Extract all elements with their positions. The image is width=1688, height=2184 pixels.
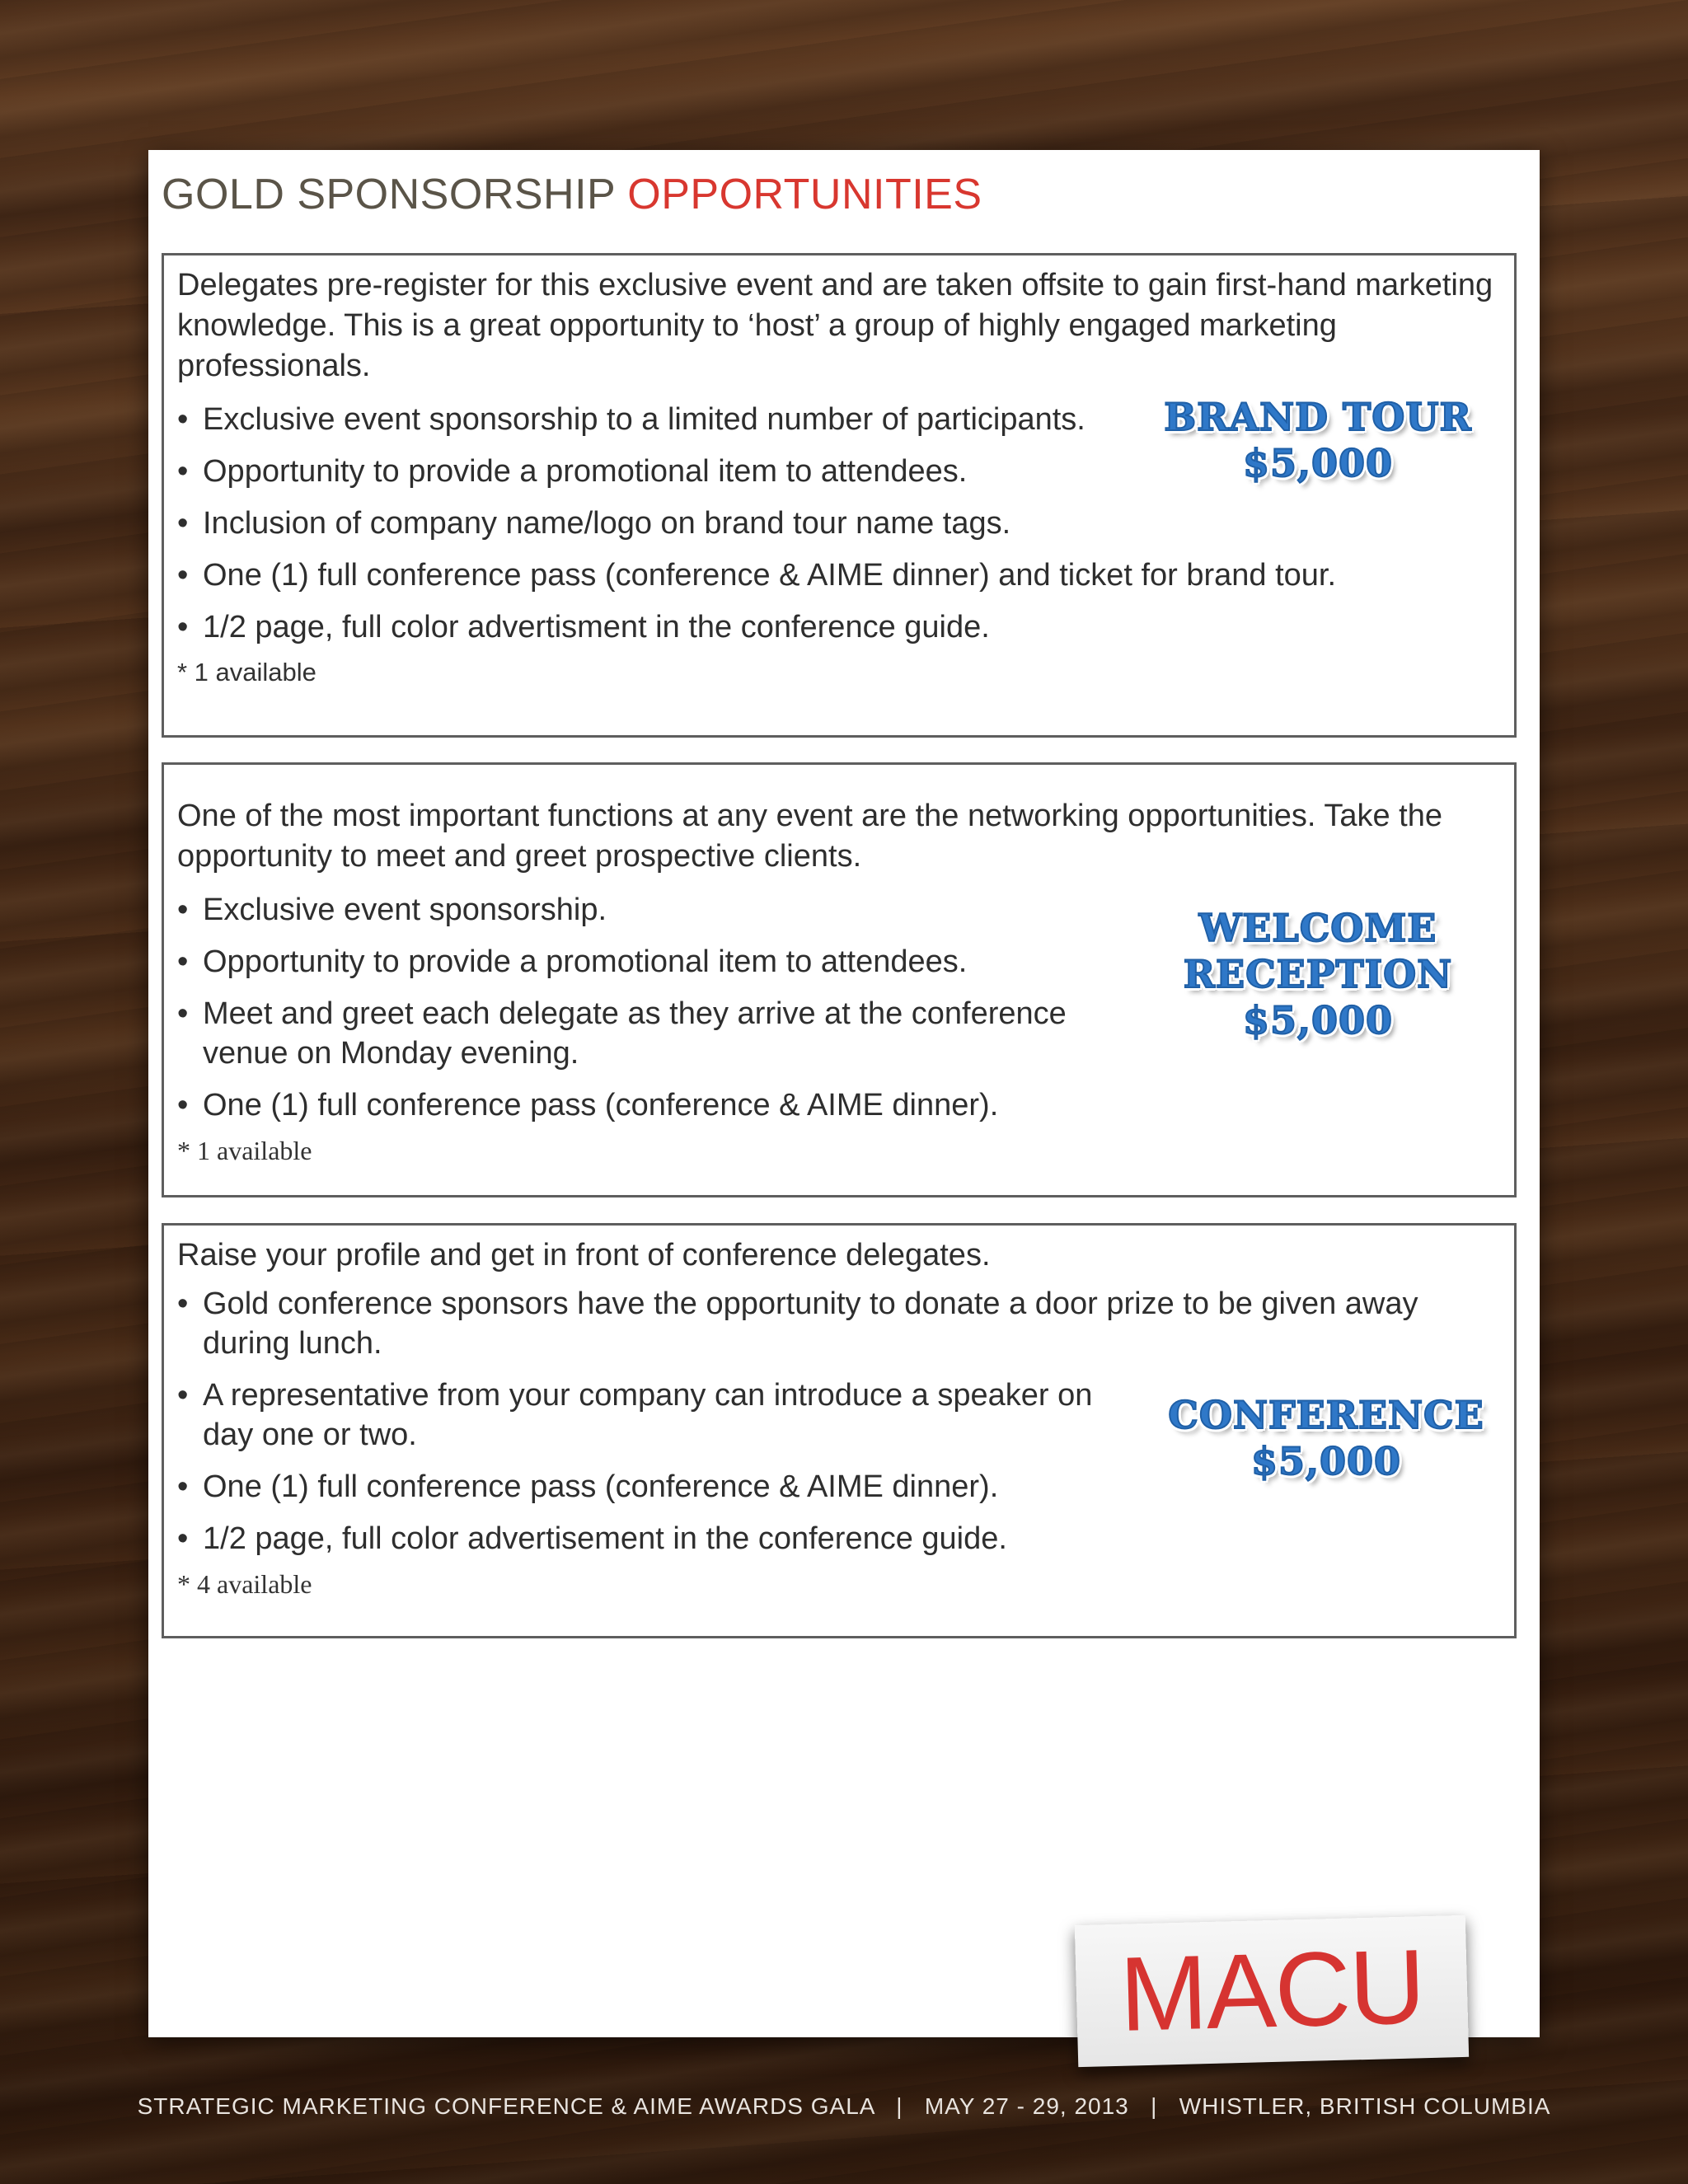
macu-logo <box>1075 1915 1469 2067</box>
sponsorship-page <box>148 150 1540 2037</box>
macu-logo-text: MACU <box>1118 1928 1426 2054</box>
list-item: • 1/2 page, full color advertisment in the conference guide. <box>177 610 990 644</box>
brand-tour-availability: * 1 available <box>177 658 316 687</box>
conference-description: Raise your profile and get in front of conference delegates. <box>177 1238 991 1272</box>
list-item: • Meet and greet each delegate as they arrive at the conference venue on Monday evening. <box>177 996 1067 1071</box>
welcome-reception-description: One of the most important functions at any event are the networking opportunities. Take the opportunity to meet and greet prospective clients. <box>177 799 1442 874</box>
list-item: • One (1) full conference pass (conference & AIME dinner) and ticket for brand tour. <box>177 558 1337 593</box>
badge-price: $5,000 <box>1250 1439 1402 1483</box>
list-item: • Exclusive event sponsorship to a limited number of participants. <box>177 402 1085 437</box>
page-title <box>162 170 982 219</box>
list-item: • Exclusive event sponsorship. <box>177 893 607 927</box>
welcome-reception-box <box>162 762 1517 1197</box>
footer-event-info: STRATEGIC MARKETING CONFERENCE & AIME AWARDS GALA | MAY 27 - 29, 2013 | WHISTLER, BRITISH COLUMBIA <box>137 2093 1551 2119</box>
badge-label: BRAND TOUR <box>1164 395 1472 439</box>
welcome-reception-price-badge <box>1153 905 1483 1043</box>
conference-price-badge <box>1161 1392 1491 1484</box>
badge-price: $5,000 <box>1242 998 1394 1043</box>
conference-availability: * 4 available <box>177 1569 312 1599</box>
list-item: • Gold conference sponsors have the opportunity to donate a door prize to be given away during lunch. <box>177 1286 1418 1361</box>
conference-box <box>162 1223 1517 1638</box>
list-item: • One (1) full conference pass (conference & AIME dinner). <box>177 1469 999 1504</box>
badge-label: WELCOME <box>1198 906 1437 950</box>
title-part-opportunities: OPPORTUNITIES <box>627 171 982 218</box>
badge-label: CONFERENCE <box>1168 1393 1484 1437</box>
title-part-gold: GOLD SPONSORSHIP <box>162 171 616 218</box>
list-item: • Opportunity to provide a promotional item to attendees. <box>177 944 968 979</box>
badge-label: RECEPTION <box>1183 952 1453 996</box>
list-item: • A representative from your company can introduce a speaker on day one or two. <box>177 1378 1093 1452</box>
brand-tour-price-badge <box>1153 394 1483 486</box>
brand-tour-description: Delegates pre-register for this exclusive event and are taken offsite to gain first-hand marketing knowledge. This is a great opportunity to ‘host’ a group of highly engaged marketing professionals. <box>177 268 1493 383</box>
list-item: • Inclusion of company name/logo on brand tour name tags. <box>177 506 1011 541</box>
badge-price: $5,000 <box>1242 441 1394 485</box>
list-item: • One (1) full conference pass (conference & AIME dinner). <box>177 1088 999 1122</box>
brand-tour-box <box>162 253 1517 738</box>
list-item: • 1/2 page, full color advertisement in the conference guide. <box>177 1521 1007 1556</box>
list-item: • Opportunity to provide a promotional item to attendees. <box>177 454 968 489</box>
welcome-reception-availability: * 1 available <box>177 1136 312 1165</box>
